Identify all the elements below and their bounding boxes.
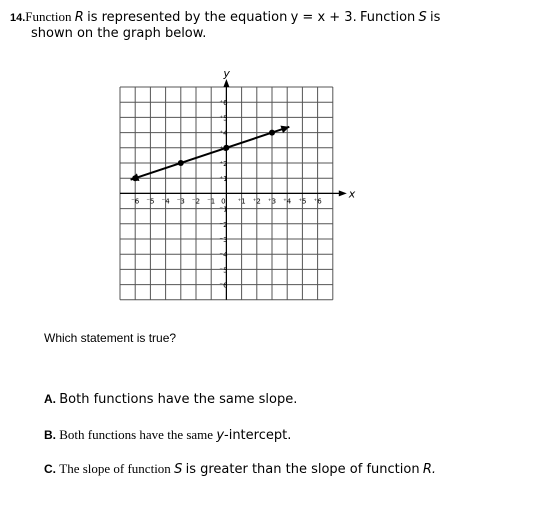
option-c-text-2: is greater than the slope of function [185,462,420,477]
question-text-function: Function [25,9,72,24]
equation: y = x + 3. [290,10,357,25]
y-tick-label: ⁻6 [219,281,228,290]
series-line [131,127,290,180]
x-tick-label: ⁺2 [252,197,261,206]
option-a-text: Both functions have the same slope. [59,392,298,407]
y-tick-label: ⁻3 [219,236,228,244]
x-tick-label: ⁻3 [176,197,185,206]
question-number: 14. [10,12,26,24]
y-tick-label: ⁺4 [219,129,228,138]
x-axis-arrow [339,190,347,196]
option-c-var-s: S [174,462,183,477]
axes [120,79,347,300]
x-tick-label: ⁺3 [267,197,277,206]
y-tick-label: ⁻4 [219,251,228,260]
question-text-function-2: Function [359,10,416,25]
data-point [178,160,184,166]
question-text-line2: shown on the graph below. [31,26,207,41]
option-a-letter: A. [44,392,56,406]
y-tick-label: ⁻1 [219,205,228,214]
data-point [132,175,138,181]
y-axis-arrow [223,79,229,87]
question-text-is: is [430,10,441,25]
x-tick-label: ⁻1 [207,197,216,206]
option-b-text: Both functions have the same [59,427,214,442]
x-tick-label: ⁺6 [313,197,322,206]
function-r-var: R [74,10,84,25]
x-tick-label: ⁻6 [131,197,140,206]
data-point [223,145,229,151]
x-axis-label: x [348,187,356,201]
x-tick-label: ⁺1 [237,197,246,206]
y-tick-label: ⁺5 [219,114,228,123]
question-text-represented: is represented by the equation [87,10,288,25]
y-axis-label: y [223,67,230,80]
x-tick-label: ⁻4 [161,197,170,206]
option-b-letter: B. [44,428,56,442]
option-c[interactable] [44,461,436,477]
function-s-line [131,126,290,182]
y-tick-label: ⁺1 [219,175,228,184]
y-tick-label: ⁻2 [219,220,228,229]
x-tick-label: ⁻2 [191,197,201,206]
y-tick-label: ⁺6 [219,99,228,108]
x-tick-label: 0 [221,197,226,206]
option-b-text-2: -intercept. [224,428,292,443]
x-tick-label: ⁺4 [283,197,292,206]
function-s-var: S [418,10,427,25]
data-point [269,130,275,136]
x-tick-label: ⁻5 [146,197,155,206]
prompt-text: Which statement is true? [44,331,177,345]
option-b-var: y [216,428,225,443]
option-c-text: The slope of function [59,461,171,476]
series-arrow-end [280,126,289,134]
option-b[interactable] [44,427,291,443]
option-c-letter: C. [44,462,56,476]
x-tick-label: ⁺5 [298,197,307,206]
y-tick-label: ⁻5 [219,266,228,275]
option-c-var-r: R. [422,462,436,477]
option-a[interactable] [44,391,297,407]
y-tick-label: ⁺2 [219,160,228,168]
